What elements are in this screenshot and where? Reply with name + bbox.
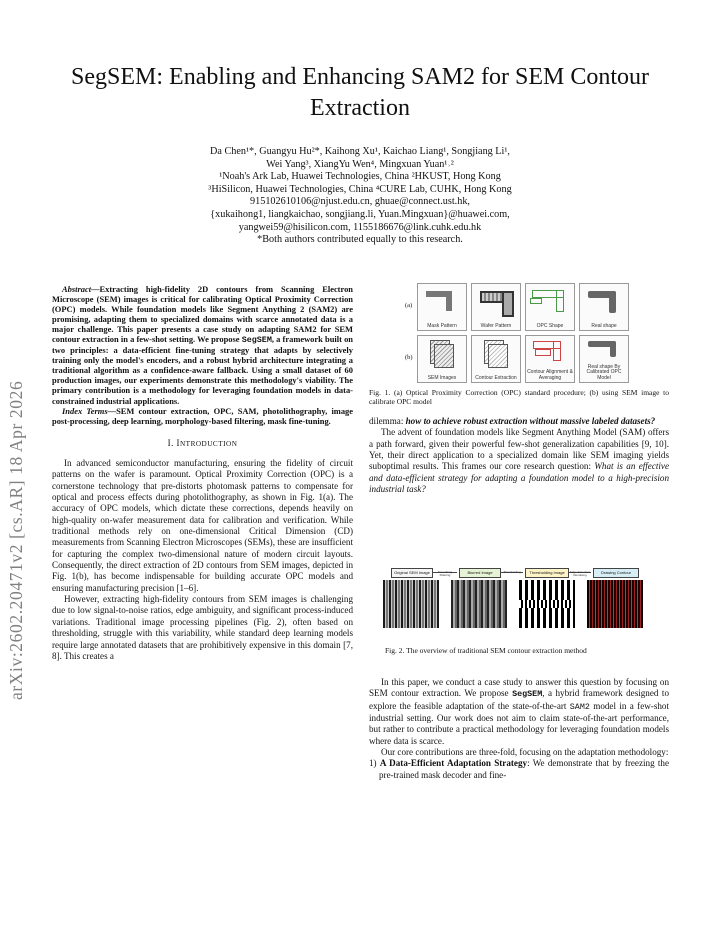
- section-initial: I: [176, 437, 180, 448]
- original-sem-image: [383, 580, 439, 628]
- contour-extraction-panel: [471, 335, 521, 383]
- paragraph-text: , a hybrid framework designed to explore the feasible adaptation of the state-of-the-art: [369, 688, 669, 711]
- opc-outline: [530, 298, 542, 304]
- wafer-pattern-panel: [471, 283, 521, 331]
- dilemma-lead: dilemma:: [369, 416, 406, 426]
- abstract-text-cont: , a framework built on two principles: a data-efficient fine-tuning strategy that adapts by selectively training only the model's encoders, and a robust hybrid architecture integrating a traditional algorithm as a confidence-aware fallback. Using a small dataset of 60 production images, our experiments demonstrate this methodology's viability. The primary contribution is a methodology for leveraging foundation models in data-constrained industrial applications.: [52, 334, 353, 406]
- email-line: {xukaihong1, liangkaichao, songjiang.li, Yuan.Mingxuan}@huawei.com,: [210, 208, 510, 220]
- section-heading-introduction: [52, 438, 353, 450]
- paragraph-text: The advent of foundation models like Segment Anything Model (SAM) offers a path forward, given their powerful few-shot generalization capabilities [9, 10]. Yet, their direct application to a specialized domain like SEM imaging yields suboptimal results. This frames our core research question:: [369, 427, 669, 472]
- author-block: [60, 146, 660, 247]
- method-name: SegSEM: [512, 689, 543, 700]
- drawing-contour-image: [587, 580, 643, 628]
- real-shape: [610, 341, 616, 357]
- intro-paragraph-2: However, extracting high-fidelity contours from SEM images is challenging due to low signal-to-noise ratios, edge ambiguity, and significant process-induced variations. Traditional image processing pipelines (Fig. 2), often based on thresholding, struggle with this variability, while standard deep learning models require large annotated datasets that are prohibitively expensive in this domain [7, 8]. This creates a: [52, 594, 353, 661]
- step-original-sem: Original SEM Image: [391, 568, 433, 578]
- abstract: [52, 284, 353, 426]
- index-terms-label: Index Terms: [62, 405, 108, 416]
- arrow-label: Smoothing Filtering: [437, 570, 453, 578]
- email-line: yangwei59@hisilicon.com, 1155186676@link.cuhk.edu.hk: [238, 221, 482, 233]
- real-shape: [609, 291, 616, 313]
- section-rest: NTRODUCTION: [179, 439, 238, 448]
- sem-images-panel: [417, 335, 467, 383]
- blurred-image: [451, 580, 507, 628]
- opc-outline: [556, 290, 564, 312]
- panel-label: Real shape: [591, 322, 617, 329]
- right-column-lower: [369, 677, 669, 781]
- panel-label: Wafer Pattern: [480, 322, 512, 329]
- mask-pattern-panel: [417, 283, 467, 331]
- item-title: A Data-Efficient Adaptation Strategy: [379, 758, 528, 769]
- step-drawing-contour: Drawing Contour: [593, 568, 639, 578]
- figure-1-row-a: [405, 283, 627, 331]
- panel-label: Mask Pattern: [427, 322, 457, 329]
- panel-label: OPC Shape: [536, 322, 564, 329]
- figure-1-caption: Fig. 1. (a) Optical Proximity Correction (OPC) standard procedure; (b) using SEM image to calibrate OPC model: [369, 388, 669, 407]
- figure-2-caption: Fig. 2. The overview of traditional SEM contour extraction method: [385, 646, 587, 655]
- mask-shape: [446, 291, 452, 311]
- item-number: 1): [369, 758, 380, 769]
- right-column-upper: [369, 416, 669, 495]
- section-number: I.: [167, 437, 177, 448]
- arxiv-identifier: arXiv:2602.20471v2 [cs.AR] 18 Apr 2026: [6, 380, 26, 700]
- contour-alignment-panel: [525, 335, 575, 383]
- row-label: (b): [405, 354, 413, 361]
- step-blurred: Blurred Image: [459, 568, 501, 578]
- affiliation-line: ¹Noah's Ark Lab, Huawei Technologies, China ²HKUST, Hong Kong: [219, 171, 501, 183]
- figure-1: [405, 283, 627, 383]
- author-line: Wei Yang³, XiangYu Wen⁴, Mingxuan Yuan¹˒²: [266, 158, 454, 170]
- pipeline-arrow: [501, 572, 523, 573]
- row-label: (a): [405, 302, 413, 309]
- affiliation-line: ³HiSilicon, Huawei Technologies, China ⁴CURE Lab, CUHK, Hong Kong: [208, 183, 512, 195]
- step-thresholding: Thresholding Image: [525, 568, 569, 578]
- contributions-intro: Our core contributions are three-fold, focusing on the adaptation methodology:: [381, 747, 669, 758]
- dilemma-paragraph: [369, 416, 669, 427]
- equal-contribution-note: *Both authors contributed equally to this research.: [257, 234, 463, 246]
- calibrated-shape-panel: [579, 335, 629, 383]
- paragraph-text: model in a few-shot industrial setting. Our work does not aim to claim state-of-the-art performance, but rather to contribute a practical methodology for leveraging foundation models where data is scarce.: [369, 700, 669, 746]
- index-terms: [52, 406, 353, 426]
- paragraph-text: In this paper, we conduct a case study to answer this question by focusing on SEM contour extraction. We propose: [369, 677, 669, 699]
- dilemma-question: how to achieve robust extraction without massive labeled datasets?: [405, 416, 656, 426]
- threshold-break: [519, 600, 575, 608]
- pipeline-arrow: [433, 570, 457, 578]
- index-terms-text: —SEM contour extraction, OPC, SAM, photolithography, image post-processing, deep learning, morphology-based filtering, mask fine-tuning.: [52, 405, 353, 426]
- email-line: 915102610106@njust.edu.cn, ghuae@connect.ust.hk,: [250, 196, 470, 208]
- thresholding-image: [519, 580, 575, 628]
- figure-1-row-b: [405, 335, 627, 383]
- contribution-item-1: [369, 758, 669, 781]
- sem-stack: [434, 344, 454, 368]
- contour-stack: [488, 344, 508, 368]
- panel-label: Real shape By Calibrated OPC Model: [586, 363, 622, 381]
- abstract-label: Abstract: [62, 284, 92, 294]
- panel-label: Contour Alignment & Averaging: [527, 369, 573, 381]
- paper-title: SegSEM: Enabling and Enhancing SAM2 for SEM Contour Extraction: [71, 64, 649, 121]
- panel-label: SEM Images: [427, 374, 457, 381]
- abstract-paragraph: [52, 284, 353, 406]
- left-column: [52, 284, 353, 662]
- panel-label: Contour Extraction: [475, 374, 517, 381]
- figure-2: [381, 568, 657, 630]
- model-name: SAM2: [569, 701, 590, 712]
- pipeline-arrow: [569, 570, 591, 578]
- arrow-label: Edge Detection Denoising: [569, 570, 591, 578]
- aligned-contour: [553, 341, 561, 361]
- method-name: SegSEM: [241, 335, 272, 346]
- contribution-paragraph: [369, 677, 669, 747]
- opc-shape-panel: [525, 283, 575, 331]
- real-shape-panel: [579, 283, 629, 331]
- wafer-shape: [502, 291, 514, 317]
- intro-paragraph-1: In advanced semiconductor manufacturing, ensuring the fidelity of circuit patterns on the wafer is paramount. Optical Proximity Correction (OPC) is a cornerstone technology that pre-distorts photomask patterns to compensate for optical and process effects during photolithography, as shown in Fig. 1(a). The accuracy of OPC models, which dictate these corrections, depends heavily on high-quality on-wafer measurement data for calibration and verification. While traditional methods rely on one-dimensional Critical Dimension (CD) measurements from Scanning Electron Microscopes (SEMs), these are insufficient for capturing the complex two-dimensional nature of modern circuit layouts. Consequently, the direct extraction of 2D contours from SEM images, depicted in Fig. 1(b), has become indispensable for building accurate OPC models and ensuring manufacturing precision [1–6].: [52, 458, 353, 593]
- author-line: Da Chen¹*, Guangyu Hu²*, Kaihong Xu¹, Kaichao Liang¹, Songjiang Li¹,: [210, 146, 510, 157]
- research-question: What is an effective and data-efficient strategy for adapting a foundation model to a high-precision industrial task?: [369, 461, 669, 495]
- aligned-contour: [535, 349, 551, 356]
- foundation-model-paragraph: [369, 427, 669, 495]
- item-text: : We demonstrate that by freezing the pre-trained mask decoder and fine-: [379, 758, 669, 780]
- abstract-text: —Extracting high-fidelity 2D contours from Scanning Electron Microscope (SEM) images is critical for calibrating Optical Proximity Correction (OPC) models. While foundation models like Segment Anything 2 (SAM2) are promising, adapting them to specialized domains with scarce annotated data is a major challenge. This paper presents a case study on adapting SAM2 for SEM contour extraction in a few-shot setting. We propose: [52, 284, 353, 345]
- arrow-label: Thresholding: [503, 570, 521, 574]
